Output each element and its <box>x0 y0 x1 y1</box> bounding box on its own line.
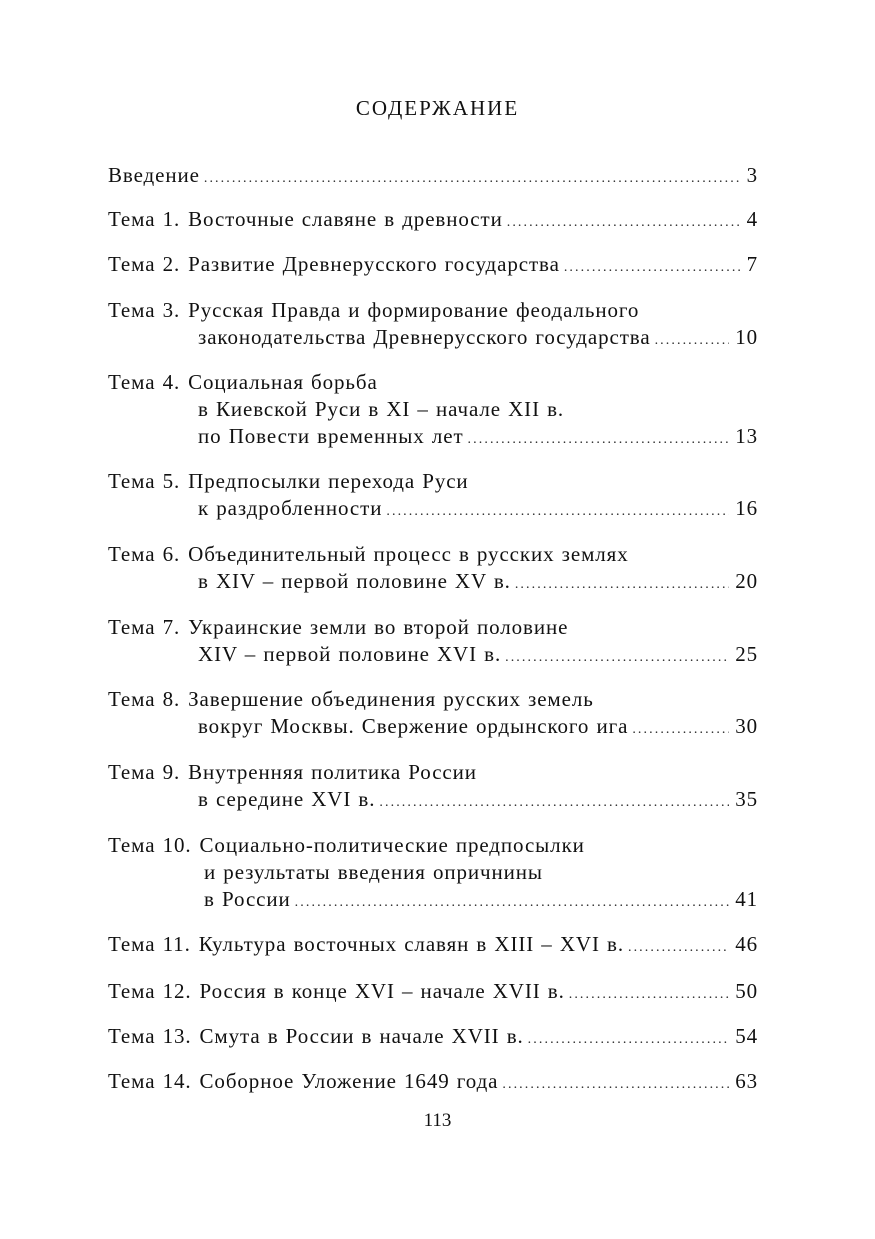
toc-page-number: 41 <box>735 887 758 911</box>
toc-line-label <box>108 931 624 958</box>
toc-entry-title: Смута в России в начале XVII в. <box>199 1024 524 1048</box>
toc-page-number: 16 <box>735 496 758 520</box>
toc-line-label <box>108 423 464 450</box>
dot-leader <box>507 209 741 236</box>
dot-leader <box>295 889 730 916</box>
toc-entry-title: Социально-политические предпосылки <box>199 833 585 857</box>
toc-line <box>108 396 758 423</box>
toc-line-label <box>108 759 477 786</box>
toc-entry <box>108 686 758 740</box>
toc-entry <box>108 759 758 813</box>
toc-line <box>108 786 758 813</box>
toc-entry-title: вокруг Москвы. Свержение ордынского ига <box>198 714 629 738</box>
toc-line <box>108 468 758 495</box>
toc-entry <box>108 1068 758 1095</box>
toc-line-label <box>108 297 639 324</box>
toc-entry-title: законодательства Древнерусского государства <box>198 325 651 349</box>
toc-line-label <box>108 641 501 668</box>
toc-entry <box>108 1023 758 1050</box>
toc-entry-title: и результаты введения опричнины <box>204 860 543 884</box>
toc-entry <box>108 162 758 189</box>
toc-entry <box>108 541 758 595</box>
toc-entry-prefix: Тема 9. <box>108 760 181 784</box>
toc-line-label <box>108 886 291 913</box>
toc-entry <box>108 978 758 1005</box>
dot-leader <box>386 498 729 525</box>
toc-entry-prefix: Тема 4. <box>108 370 181 394</box>
toc-line <box>108 251 758 278</box>
dot-leader <box>379 789 729 816</box>
toc-entry-title: в XIV – первой половине XV в. <box>198 569 511 593</box>
dot-leader <box>468 426 730 453</box>
toc-entry-title: Восточные славяне в древности <box>188 207 503 231</box>
toc-line <box>108 1068 758 1095</box>
toc-line <box>108 297 758 324</box>
toc-page-number: 10 <box>735 325 758 349</box>
toc-line-label <box>108 713 628 740</box>
toc-line-label <box>108 859 543 886</box>
toc-line <box>108 206 758 233</box>
toc-page-number: 7 <box>746 252 758 276</box>
toc-line <box>108 568 758 595</box>
toc-line-label <box>108 1068 498 1095</box>
toc-line-label <box>108 396 564 423</box>
toc-line-label <box>108 206 503 233</box>
page-number: 113 <box>423 1110 452 1131</box>
toc-entry <box>108 468 758 522</box>
toc-line-label <box>108 468 469 495</box>
toc-line-label <box>108 495 382 522</box>
toc-line <box>108 495 758 522</box>
toc-line <box>108 369 758 396</box>
toc-line <box>108 713 758 740</box>
toc-entry-title: Россия в конце XVI – начале XVII в. <box>199 979 565 1003</box>
toc-line-label <box>108 541 629 568</box>
toc-entry <box>108 297 758 351</box>
toc-line-label <box>108 1023 524 1050</box>
toc-entry-title: Объединительный процесс в русских землях <box>188 542 629 566</box>
toc-line-label <box>108 614 568 641</box>
toc-page-number: 35 <box>735 787 758 811</box>
toc-line-label <box>108 324 651 351</box>
toc-page-number: 63 <box>735 1069 758 1093</box>
dot-leader <box>628 934 729 961</box>
toc-line <box>108 1023 758 1050</box>
toc-entry-prefix: Тема 10. <box>108 833 192 857</box>
toc-entry <box>108 251 758 278</box>
dot-leader <box>528 1026 730 1053</box>
toc-line-label <box>108 978 565 1005</box>
toc-entry-prefix: Тема 5. <box>108 469 181 493</box>
toc-line <box>108 541 758 568</box>
toc-entry-title: к раздробленности <box>198 496 383 520</box>
toc-entry <box>108 614 758 668</box>
toc-page-number: 54 <box>735 1024 758 1048</box>
toc-line-label <box>108 369 378 396</box>
toc-line <box>108 931 758 958</box>
toc-entry-title: Внутренняя политика России <box>188 760 477 784</box>
dot-leader <box>515 571 729 598</box>
toc-entry-title: Культура восточных славян в XIII – XVI в. <box>198 932 624 956</box>
page-title: СОДЕРЖАНИЕ <box>355 96 520 120</box>
toc-entry-prefix: Тема 12. <box>108 979 192 1003</box>
toc-entry-title: Социальная борьба <box>188 370 378 394</box>
toc-line <box>108 759 758 786</box>
dot-leader <box>655 327 730 354</box>
toc-entry-title: Завершение объединения русских земель <box>188 687 594 711</box>
dot-leader <box>632 716 729 743</box>
toc-entry-prefix: Введение <box>108 163 200 187</box>
toc-line <box>108 978 758 1005</box>
toc-page-number: 4 <box>746 207 758 231</box>
toc-line-label <box>108 251 560 278</box>
toc-entry-prefix: Тема 14. <box>108 1069 192 1093</box>
toc-entry <box>108 832 758 913</box>
toc-entry-prefix: Тема 8. <box>108 687 181 711</box>
dot-leader <box>569 981 729 1008</box>
toc-entry-title: Русская Правда и формирование феодального <box>188 298 640 322</box>
toc-line <box>108 324 758 351</box>
toc-entry-prefix: Тема 3. <box>108 298 181 322</box>
toc-line <box>108 886 758 913</box>
toc-line <box>108 859 758 886</box>
toc-page-number: 13 <box>735 424 758 448</box>
toc-entry-title: по Повести временных лет <box>198 424 464 448</box>
toc-page-number: 30 <box>735 714 758 738</box>
toc-line <box>108 686 758 713</box>
toc-page-number: 3 <box>746 163 758 187</box>
toc-entry-title: Украинские земли во второй половине <box>188 615 569 639</box>
toc-page-number: 46 <box>735 932 758 956</box>
toc-entry-prefix: Тема 7. <box>108 615 181 639</box>
toc-line <box>108 162 758 189</box>
toc-entry-title: Предпосылки перехода Руси <box>188 469 469 493</box>
toc-entry-title: в Киевской Руси в XI – начале XII в. <box>198 397 565 421</box>
toc-line-label <box>108 786 375 813</box>
toc-entry-prefix: Тема 6. <box>108 542 181 566</box>
toc-entry-prefix: Тема 2. <box>108 252 181 276</box>
toc-line <box>108 832 758 859</box>
toc-line <box>108 641 758 668</box>
toc-line <box>108 423 758 450</box>
toc-entry <box>108 369 758 450</box>
toc-entry-prefix: Тема 11. <box>108 932 191 956</box>
toc-entry-prefix: Тема 13. <box>108 1024 192 1048</box>
toc-entry <box>108 931 758 958</box>
toc-line-label <box>108 162 200 189</box>
toc-entry <box>108 206 758 233</box>
toc-page-number: 50 <box>735 979 758 1003</box>
toc-line-label <box>108 686 594 713</box>
toc-line <box>108 614 758 641</box>
toc-entry-title: Развитие Древнерусского государства <box>188 252 560 276</box>
toc-entry-title: в России <box>204 887 291 911</box>
dot-leader <box>502 1071 729 1098</box>
toc-line-label <box>108 832 585 859</box>
dot-leader <box>564 254 741 281</box>
toc-page-number: 20 <box>735 569 758 593</box>
dot-leader <box>505 644 729 671</box>
toc-line-label <box>108 568 511 595</box>
toc-entry-title: XIV – первой половине XVI в. <box>198 642 502 666</box>
dot-leader <box>204 165 741 192</box>
toc-entry-title: в середине XVI в. <box>198 787 376 811</box>
toc-page-number: 25 <box>735 642 758 666</box>
toc-entry-prefix: Тема 1. <box>108 207 181 231</box>
toc-entry-title: Соборное Уложение 1649 года <box>199 1069 499 1093</box>
